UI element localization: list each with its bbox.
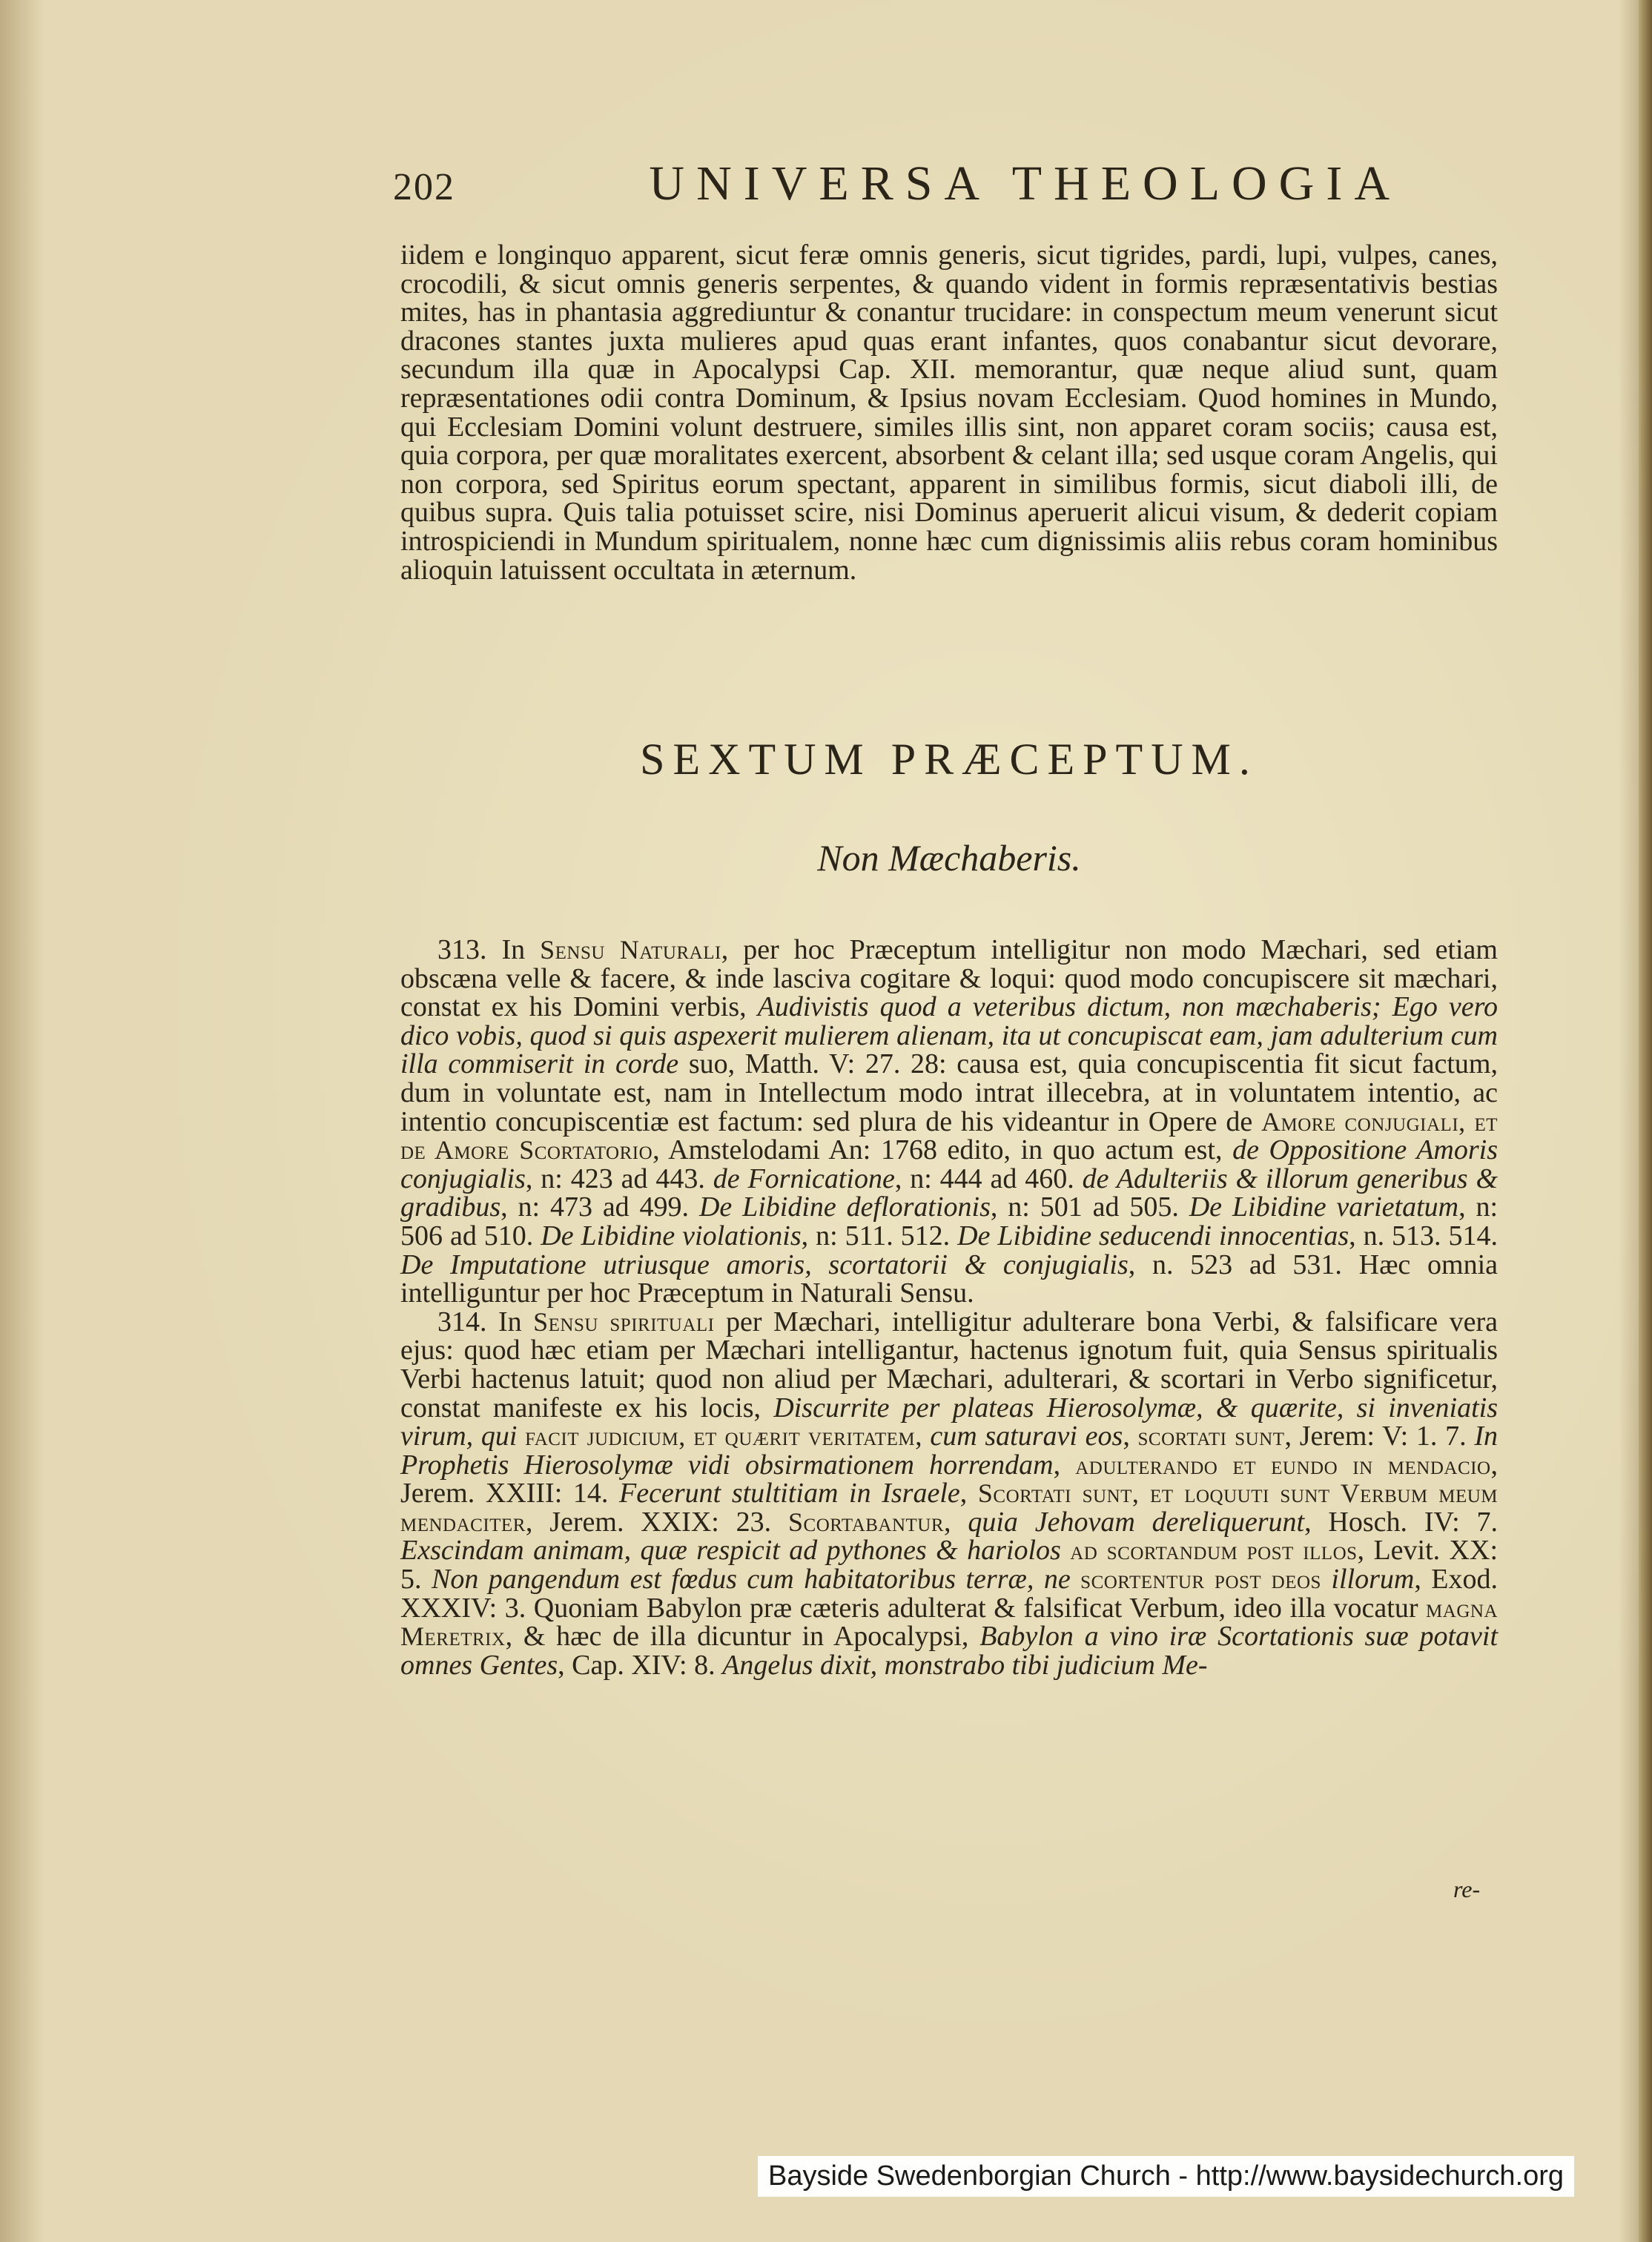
italic-run: quia Jehovam dereliquerunt [968, 1506, 1305, 1538]
italic-run: Non pangendum est fœdus cum habitatoribus terræ, ne [431, 1564, 1071, 1595]
text-run: , Levit. XX: 5. [400, 1535, 1499, 1595]
page-edge [1639, 0, 1652, 2242]
italic-run: Fecerunt stultitiam in Israele [619, 1478, 960, 1509]
paragraph-314 [400, 1308, 1498, 1680]
text-run: In [501, 934, 526, 965]
text-run: , [1053, 1449, 1061, 1481]
italic-run: de Oppositione Amoris conjugialis [400, 1134, 1498, 1194]
text-run: , Hosch. IV: 7. [1304, 1506, 1499, 1538]
page-number: 202 [393, 166, 455, 208]
italic-run: Babylon a vino iræ Scortationis suæ potavit omnes Gentes [400, 1621, 1499, 1681]
text-run: , n: 444 ad 460. [894, 1163, 1074, 1194]
italic-run: cum saturavi eos [930, 1421, 1123, 1452]
text-run: , Exod. XXXIV: 3. Quoniam Babylon præ cæteris adulterat & falsificat Verbum, ideo illa vocatur [400, 1564, 1499, 1624]
italic-run: De Imputatione utriusque amoris, scortatorii & conjugialis [400, 1249, 1129, 1280]
italic-run: Angelus dixit, monstrabo tibi judicium Me- [722, 1649, 1208, 1681]
section-subtitle: Non Mæchaberis. [817, 837, 1081, 879]
text-run: , [944, 1506, 951, 1538]
italic-run: De Libidine varietatum [1189, 1191, 1459, 1223]
small-caps-run: magna Meretrix [400, 1593, 1498, 1652]
text-run: , [1123, 1421, 1130, 1452]
italic-run: Discurrite per plateas Hierosolymæ, & quærite, si inveniatis virum, qui [400, 1392, 1498, 1452]
paragraph-number: 314. [437, 1306, 487, 1337]
italic-run: In Prophetis Hierosolymæ vidi obsirmationem horrendam [400, 1421, 1498, 1481]
top-paragraph-block [400, 241, 1498, 584]
text-run: , [959, 1478, 968, 1509]
text-run: , [915, 1421, 922, 1452]
text-run: In [498, 1306, 522, 1337]
small-caps-run: Sensu spirituali [533, 1306, 715, 1337]
italic-run: de Adulteriis & illorum generibus & gradibus [400, 1163, 1498, 1223]
text-run: , n: 506 ad 510. [400, 1191, 1499, 1251]
text-run: , Amstelodami An: 1768 edito, in quo actum est, [652, 1134, 1223, 1166]
running-head [393, 156, 1401, 212]
paragraph-313 [400, 936, 1498, 1308]
text-run: , n: 423 ad 443. [525, 1163, 705, 1194]
text-run: , Jerem. XXIX: 23. [525, 1506, 772, 1538]
running-title: UNIVERSA THEOLOGIA [649, 156, 1401, 211]
paragraph-number: 313. [437, 934, 487, 965]
text-run: , Jerem. XXIII: 14. [400, 1449, 1498, 1509]
small-caps-run: Sensu Naturali [540, 935, 721, 965]
italic-run: Audivistis quod a veteribus dictum, non mæchaberis; Ego vero dico vobis, quod si quis aspexerit mulierem alienam, ita ut concupiscat eam, jam adulterium cum illa commiserit in corde [400, 991, 1498, 1080]
italic-run: Exscindam animam, quæ respicit ad pythones & hariolos [400, 1535, 1061, 1567]
text-run: , n: 511. 512. [801, 1220, 951, 1251]
text-run: , n: 501 ad 505. [990, 1191, 1179, 1223]
small-caps-run: facit judicium, et quærit veritatem [525, 1421, 916, 1452]
text-run: , n: 473 ad 499. [500, 1191, 690, 1223]
italic-run: de Fornicatione [713, 1163, 895, 1194]
small-caps-run: scortati sunt [1137, 1421, 1285, 1452]
text-run: , Jerem: V: 1. 7. [1284, 1421, 1467, 1452]
small-caps-run: scortentur post deos [1080, 1564, 1321, 1595]
italic-run: illorum [1331, 1564, 1415, 1595]
small-caps-run: Scortabantur [788, 1507, 945, 1537]
catchword: re- [1453, 1876, 1481, 1902]
italic-run: De Libidine seducendi innocentias [957, 1220, 1349, 1251]
main-text-block [400, 936, 1498, 1679]
small-caps-run: Amore conjugiali, et de Amore Scortatorio [400, 1106, 1498, 1165]
small-caps-run: adulterando et eundo in mendacio [1075, 1449, 1491, 1480]
top-paragraph: iidem e longinquo apparent, sicut feræ omnis generis, sicut tigrides, pardi, lupi, vulpes, canes, crocodili, & sicut omnis generis serpentes, & quando vident in formis repræsentativis bestias mites, has in phantasia aggrediuntur & conantur trucidare: in conspectum meum venerunt sicut dracones stantes juxta mulieres apud quas erant infantes, quos conabantur sicut devorare, secundum illa quæ in Apocalypsi Cap. XII. memorantur, quæ neque aliud sunt, quam repræsentationes odii contra Dominum, & Ipsius novam Ecclesiam. Quod homines in Mundo, qui Ecclesiam Domini volunt destruere, similes illis sint, non apparet coram sociis; causa est, quia corpora, per quæ moralitates exercent, absorbent & celant illa; sed usque coram Angelis, qui non corpora, sed Spiritus eorum spectant, apparent in similibus formis, sicut diaboli illi, de quibus supra. Quis talia potuisset scire, nisi Dominus aperuerit alicui visum, & dederit copiam introspiciendi in Mundum spiritualem, nonne hæc cum dignissimis aliis rebus coram hominibus alioquin latuissent occultata in æternum. [400, 239, 1498, 586]
small-caps-run: ad scortandum post illos [1070, 1535, 1358, 1566]
text-run: , n. 523 ad 531. Hæc omnia intelliguntur per hoc Præceptum in Naturali Sensu. [400, 1249, 1498, 1309]
italic-run: De Libidine deflorationis [698, 1191, 991, 1223]
italic-run: De Libidine violationis [541, 1220, 802, 1251]
small-caps-run: Scortati sunt, et loquuti sunt Verbum meum mendaciter [400, 1478, 1499, 1537]
text-run: , per hoc Præceptum intelligitur non modo Mæchari, sed etiam obscæna velle & facere, & inde lasciva cogitare & loqui: quod modo concupiscere sit mæchari, constat ex his Domini verbis, [400, 934, 1498, 1023]
text-run: , Cap. XIV: 8. [558, 1649, 716, 1681]
text-run: , & hæc de illa dicuntur in Apocalypsi, [505, 1621, 969, 1653]
watermark-caption: Bayside Swedenborgian Church - http://www.baysidechurch.org [758, 2156, 1574, 2197]
section-title: SEXTUM PRÆCEPTUM. [640, 735, 1258, 784]
text-run: per Mæchari, intelligitur adulterare bona Verbi, & falsificare vera ejus: quod hæc etiam per Mæchari intelligantur, hactenus ignotum fuit, quia Sensus spiritualis Verbi hactenus latuit; quod non aliud per Mæchari, adulterari, & scortari in Verbo significetur, constat manifeste ex his locis, [400, 1306, 1499, 1423]
text-run: , n. 513. 514. [1349, 1220, 1499, 1251]
text-run: suo, Matth. V: 27. 28: causa est, quia concupiscentia fit sicut factum, dum in voluntate est, nam in Intellectum modo intrat illecebra, at in voluntatem intentio, ac intentio concupiscentiæ est factum: sed plura de his videantur in Opere de [400, 1048, 1498, 1137]
